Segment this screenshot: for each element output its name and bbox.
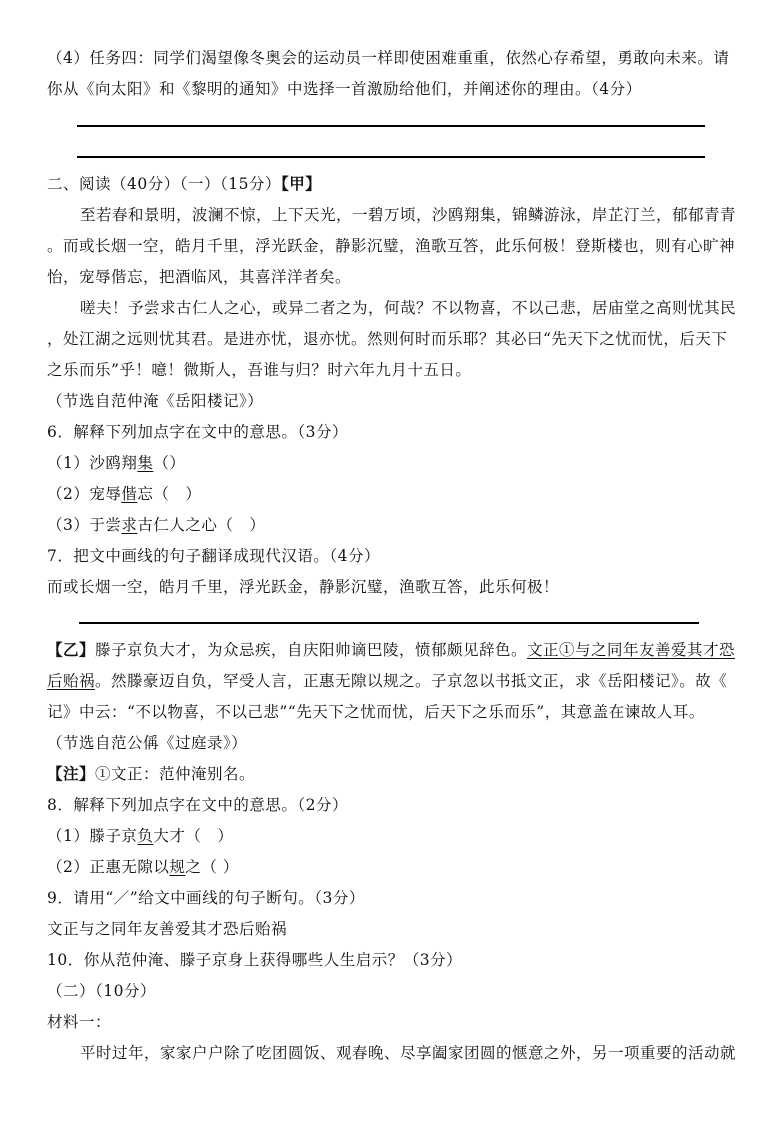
section2-heading <box>47 174 321 194</box>
material1-label: 材料一： <box>47 1013 112 1031</box>
q8-item1-pre: （1）滕子京 <box>47 827 138 845</box>
q9-stem: 9．请用“／”给文中画线的句子断句。（3分） <box>47 889 365 907</box>
q7-stem: 7．把文中画线的句子翻译成现代汉语。（4分） <box>47 547 380 565</box>
task4-line2: 你从《向太阳》和《黎明的通知》中选择一首激励给他们，并阐述你的理由。（4分） <box>47 80 642 98</box>
q6-item3-key: 求 <box>121 516 138 534</box>
q10-stem: 10．你从范仲淹、滕子京身上获得哪些人生启示？（3分） <box>47 951 463 969</box>
jia-p2-line3: 之乐而乐”乎！噫！微斯人，吾谁与归？时六年九月十五日。 <box>47 361 472 379</box>
jia-p1-line2: 。而或长烟一空，皓月千里，浮光跃金，静影沉璧，渔歌互答，此乐何极！登斯楼也，则有心旷神 <box>47 237 736 255</box>
q6-item2-key: 偕 <box>121 485 138 503</box>
jia-p1-line1: 至若春和景明，波澜不惊，上下天光，一碧万顷，沙鸥翔集，锦鳞游泳，岸芷汀兰，郁郁青青 <box>80 206 737 224</box>
q8-item2-blank: 之（ ） <box>185 858 239 876</box>
section2-title: 二、阅读（40分）（一）（15分） <box>47 175 281 193</box>
q8-item1-key: 负 <box>137 827 154 845</box>
yi-line1-plain: 滕子京负大才，为众忌疾，自庆阳帅谪巴陵，愤郁颇见辞色。 <box>95 641 528 659</box>
q8-item2-key: 规 <box>169 858 186 876</box>
material1-text: 平时过年，家家户户除了吃团圆饭、观春晚、尽享阖家团圆的惬意之外，另一项重要的活动就 <box>80 1044 737 1062</box>
q7-sentence: 而或长烟一空，皓月千里，浮光跃金，静影沉璧，渔歌互答，此乐何极！ <box>47 578 560 596</box>
q6-item2 <box>47 484 201 504</box>
q8-item2 <box>47 857 239 877</box>
yi-line2-underlined: 后贻祸 <box>47 672 96 690</box>
q9-sentence: 文正与之同年友善爱其才恐后贻祸 <box>47 920 288 938</box>
q6-item3 <box>47 515 265 535</box>
q6-item1 <box>47 453 185 473</box>
q8-item1 <box>47 826 233 846</box>
q8-item2-pre: （2）正惠无隙以 <box>47 858 170 876</box>
jia-p2-line1: 嗟夫！予尝求古仁人之心，或异二者之为，何哉？不以物喜，不以己悲，居庙堂之高则忧其民 <box>80 299 737 317</box>
answer-line-2 <box>77 156 705 158</box>
yi-line2-plain: 。然滕豪迈自负，罕受人言，正惠无隙以规之。子京忽以书抵文正，求《岳阳楼记》。故《 <box>95 672 728 690</box>
answer-line-1 <box>77 125 705 127</box>
part2-heading: （二）（10分） <box>47 982 156 1000</box>
yi-line1 <box>47 640 735 660</box>
q6-item3-blank: 古仁人之心（ ） <box>137 516 266 534</box>
yi-note <box>47 764 255 784</box>
q6-item1-pre: （1）沙鸥翔 <box>47 454 138 472</box>
jia-source: （节选自范仲淹《岳阳楼记》） <box>47 392 264 410</box>
q6-stem: 6．解释下列加点字在文中的意思。（3分） <box>47 423 348 441</box>
answer-line-3 <box>79 622 699 624</box>
q6-item2-blank: 忘（ ） <box>137 485 202 503</box>
note-text: ①文正：范仲淹别名。 <box>95 765 256 783</box>
q6-item1-blank: （） <box>153 454 186 472</box>
jia-p2-line2: ，处江湖之远则忧其君。是进亦忧，退亦忧。然则何时而乐耶？其必曰“先天下之忧而忧，后天下 <box>47 330 728 348</box>
q8-item1-blank: 大才（ ） <box>153 827 234 845</box>
yi-label: 【乙】 <box>47 640 96 659</box>
yi-line1-underlined: 文正①与之同年友善爱其才恐 <box>527 641 736 659</box>
jia-p1-line3: 怡，宠辱偕忘，把酒临风，其喜洋洋者矣。 <box>47 268 352 286</box>
q6-item1-key: 集 <box>137 454 154 472</box>
jia-label: 【甲】 <box>280 174 322 193</box>
task4-line1: （4）任务四：同学们渴望像冬奥会的运动员一样即使困难重重，依然心存希望，勇敢向未来。请 <box>47 49 730 67</box>
yi-line3: 记》中云：“不以物喜，不以己悲”“先天下之忧而忧，后天下之乐而乐”，其意盖在谏故人耳。 <box>47 703 705 721</box>
yi-line2 <box>47 671 727 691</box>
q6-item2-pre: （2）宠辱 <box>47 485 122 503</box>
yi-source: （节选自范公偁《过庭录》） <box>47 734 248 752</box>
q6-item3-pre: （3）于尝 <box>47 516 122 534</box>
note-label: 【注】 <box>47 764 96 783</box>
q8-stem: 8．解释下列加点字在文中的意思。（2分） <box>47 796 348 814</box>
